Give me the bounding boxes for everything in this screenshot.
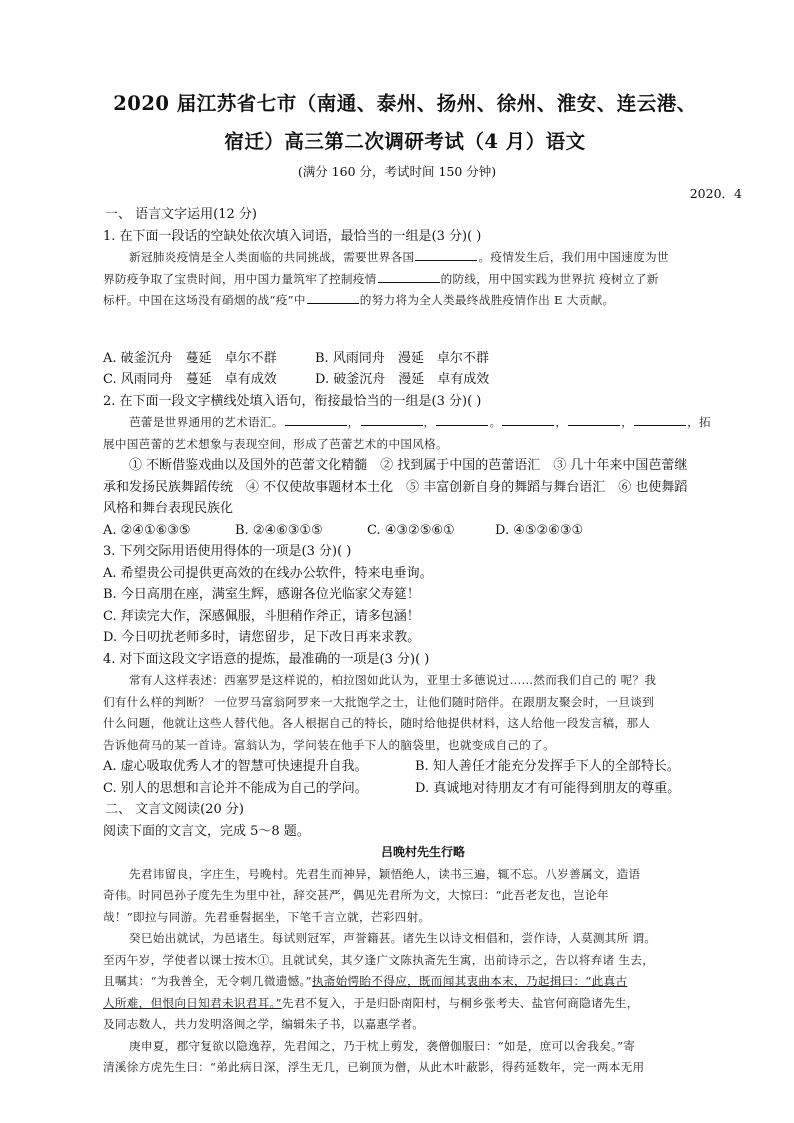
q4-option-d[interactable]: D. 真诚地对待朋友才有可能得到朋友的尊重。 [415, 780, 681, 796]
q2-option-a[interactable]: A. ②④①⑥③⑤ [103, 522, 191, 538]
q4-passage-line2: 们有什么样的判断？ 一位罗马富翁阿罗来一大批饱学之士，让他们随时陪伴。在跟朋友聚会时，一旦谈到 [103, 694, 655, 709]
q2-options [103, 520, 743, 542]
answer-blank[interactable] [634, 414, 686, 426]
q2-items-line3: 风格和舞台表现民族化 [103, 501, 234, 516]
q1-option-b[interactable]: B. 风雨同舟 漫延 卓尔不群 [315, 350, 489, 366]
exam-subtitle: (满分 160 分，考试时间 150 分钟) [297, 164, 497, 179]
q1-passage-line1: 新冠肺炎疫情是全人类面临的共同挑战，需要世界各国 。疫情发生后，我们用中国速度为世 [129, 250, 669, 264]
passage-line2: 奇伟。时同邑孙子度先生为里中社，辞交甚严，偶见先君所为文，大惊曰：“此吾老友也，岂论年 [103, 888, 609, 902]
q2-passage-line1: 芭蕾是世界通用的艺术语汇。 ， ， 。 ， ， ，拓 [129, 415, 711, 429]
answer-blank[interactable] [568, 414, 620, 426]
answer-blank[interactable] [307, 292, 359, 304]
q3-option-c[interactable]: C. 拜读完大作，深感佩服，斗胆稍作斧正，请多包涵！ [103, 608, 420, 624]
q4-option-c[interactable]: C. 别人的思想和言论并不能成为自己的学问。 [103, 780, 368, 796]
q2-option-b[interactable]: B. ②④⑥③①⑤ [235, 522, 323, 538]
q4-passage-line4: 告诉他荷马的某一首诗。富翁认为，学问装在他手下人的脑袋里，也就变成自己的了。 [103, 737, 555, 752]
underlined-sentence: 人所难，但恨向日知君未识君耳。” [103, 995, 282, 1010]
answer-blank[interactable] [415, 249, 477, 261]
q2-items-line2: 承和发扬民族舞蹈传统 ④ 不仅使故事题材本土化 ⑤ 丰富创新自身的舞蹈与舞台语汇 ⑥ 也使舞蹈 [103, 479, 688, 495]
q2-passage-line2: 展中国芭蕾的艺术想象与表现空间，形成了芭蕾艺术的中国风格。 [103, 436, 448, 451]
section1-heading: 一、 语言文字运用(12 分) [105, 207, 257, 222]
q1-options-row2 [103, 369, 743, 391]
passage-line8: 及同志数人，共力发明洛闽之学，编辑朱子书，以嘉惠学者。 [103, 1017, 425, 1031]
q2-option-c[interactable]: C. ④③②⑤⑥① [367, 522, 455, 538]
q3-option-b[interactable]: B. 今日高朋在座，满室生辉，感谢各位光临家父寿筵！ [103, 587, 420, 602]
exam-title-line1: 2020 届江苏省七市（南通、泰州、扬州、徐州、淮安、连云港、 [113, 92, 697, 115]
q2-items-line1: ① 不断借鉴戏曲以及国外的芭蕾文化精髓 ② 找到属于中国的芭蕾语汇 ③ 几十年来中国芭蕾继 [129, 458, 688, 473]
answer-blank[interactable] [285, 414, 347, 426]
passage-line7: 人所难，但恨向日知君未识君耳。”先君不复入，于是归卧南阳村，与桐乡张考夫、盐官何商隐诸先生， [103, 995, 639, 1010]
q4-passage-line1: 常有人这样表述：西塞罗是这样说的，柏拉图如此认为，亚里士多德说过……然而我们自己的 呢？我 [129, 673, 657, 687]
q4-option-b[interactable]: B. 知人善任才能充分发挥手下人的全部特长。 [415, 759, 680, 774]
passage-line10: 清溪徐方虎先生曰：“弟此病日深，浮生无几，已剃顶为僧，从此木叶蔽影，得药延数年，完一两本无用 [103, 1060, 645, 1074]
passage-line1: 先君讳留良，字庄生，号晚村。先君生而神异，颖悟绝人，读书三遍，辄不忘。八岁善属文，造语 [129, 866, 641, 881]
answer-blank[interactable] [361, 414, 423, 426]
q3-option-d[interactable]: D. 今日叨扰老师多时，请您留步，足下改日再来求教。 [103, 630, 421, 645]
passage-line5: 至丙午岁，学使者以课士按木①。且就试矣，其夕逢广文陈执斋先生寓，出前诗示之，告以将弃诸 生去， [103, 952, 655, 967]
q4-options-row1 [103, 756, 743, 778]
q4-stem: 4. 对下面这段文字语意的提炼，最准确的一项是(3 分)( ) [103, 651, 430, 667]
q1-option-d[interactable]: D. 破釜沉舟 漫延 卓有成效 [315, 372, 490, 387]
underlined-sentence: 执斋始愕眙不得应，既而闻其衷曲本末，乃起揖曰：“此真古 [311, 974, 628, 988]
passage-title: 吕晚村先生行略 [380, 845, 465, 859]
q4-passage-line3: 什么问题，他就让这些人替代他。各人根据自己的特长，随时给他提供材料，这人给他一段发言稿，那人 [103, 716, 651, 730]
passage-line3: 哉！”即拉与同游。先君垂髫据坐，下笔千言立就，芒彩四射。 [103, 909, 431, 924]
exam-content [103, 204, 743, 1079]
answer-blank[interactable] [436, 414, 488, 426]
answer-blank[interactable] [378, 271, 440, 283]
q1-passage-line2: 界防疫争取了宝贵时间，用中国力量筑牢了控制疫情 的防线，用中国实践为世界抗 疫树立了新 [103, 271, 659, 286]
q4-option-a[interactable]: A. 虚心吸取优秀人才的智慧可快速提升自我。 [103, 759, 368, 774]
q1-option-a[interactable]: A. 破釜沉舟 蔓延 卓尔不群 [103, 350, 277, 366]
passage-line6: 且嘱其：“为我善全，无令刺几微遗憾。”执斋始愕眙不得应，既而闻其衷曲本末，乃起揖曰：“此真古 [103, 974, 628, 988]
exam-date: 2020．4 [689, 186, 742, 201]
passage-line9: 庚申夏，郡守复欲以隐逸荐，先君闻之，乃于枕上剪发，袭僧伽服曰：“如是，庶可以舍我矣。”寄 [129, 1038, 636, 1053]
exam-title-line2: 宿迁）高三第二次调研考试（4 月）语文 [224, 130, 586, 153]
section2-heading: 二、 文言文阅读(20 分) [105, 802, 244, 817]
q1-options-row1 [103, 348, 743, 370]
q1-option-c[interactable]: C. 风雨同舟 蔓延 卓有成效 [103, 372, 277, 387]
q3-stem: 3. 下列交际用语使用得体的一项是(3 分)( ) [103, 544, 352, 559]
q1-stem: 1. 在下面一段话的空缺处依次填入词语，最恰当的一组是(3 分)( ) [103, 228, 482, 244]
section2-instruction: 阅读下面的文言文，完成 5～8 题。 [103, 823, 310, 839]
q1-passage-line3: 标杆。中国在这场没有硝烟的战“疫”中 的努力将为全人类最终战胜疫情作出 E 大贡献。 [103, 293, 615, 307]
passage-line4: 癸巳始出就试，为邑诸生。每试则冠军，声誉籍甚。诸先生以诗文相倡和，尝作诗，人莫测其所 谓。 [129, 931, 657, 945]
q2-stem: 2. 在下面一段文字横线处填入语句，衔接最恰当的一组是(3 分)( ) [103, 393, 482, 409]
q3-option-a[interactable]: A. 希望贵公司提供更高效的在线办公软件，特来电垂询。 [103, 565, 433, 581]
q2-option-d[interactable]: D. ④⑤②⑥③① [495, 522, 584, 538]
answer-blank[interactable] [502, 414, 554, 426]
q4-options-row2 [103, 778, 743, 800]
